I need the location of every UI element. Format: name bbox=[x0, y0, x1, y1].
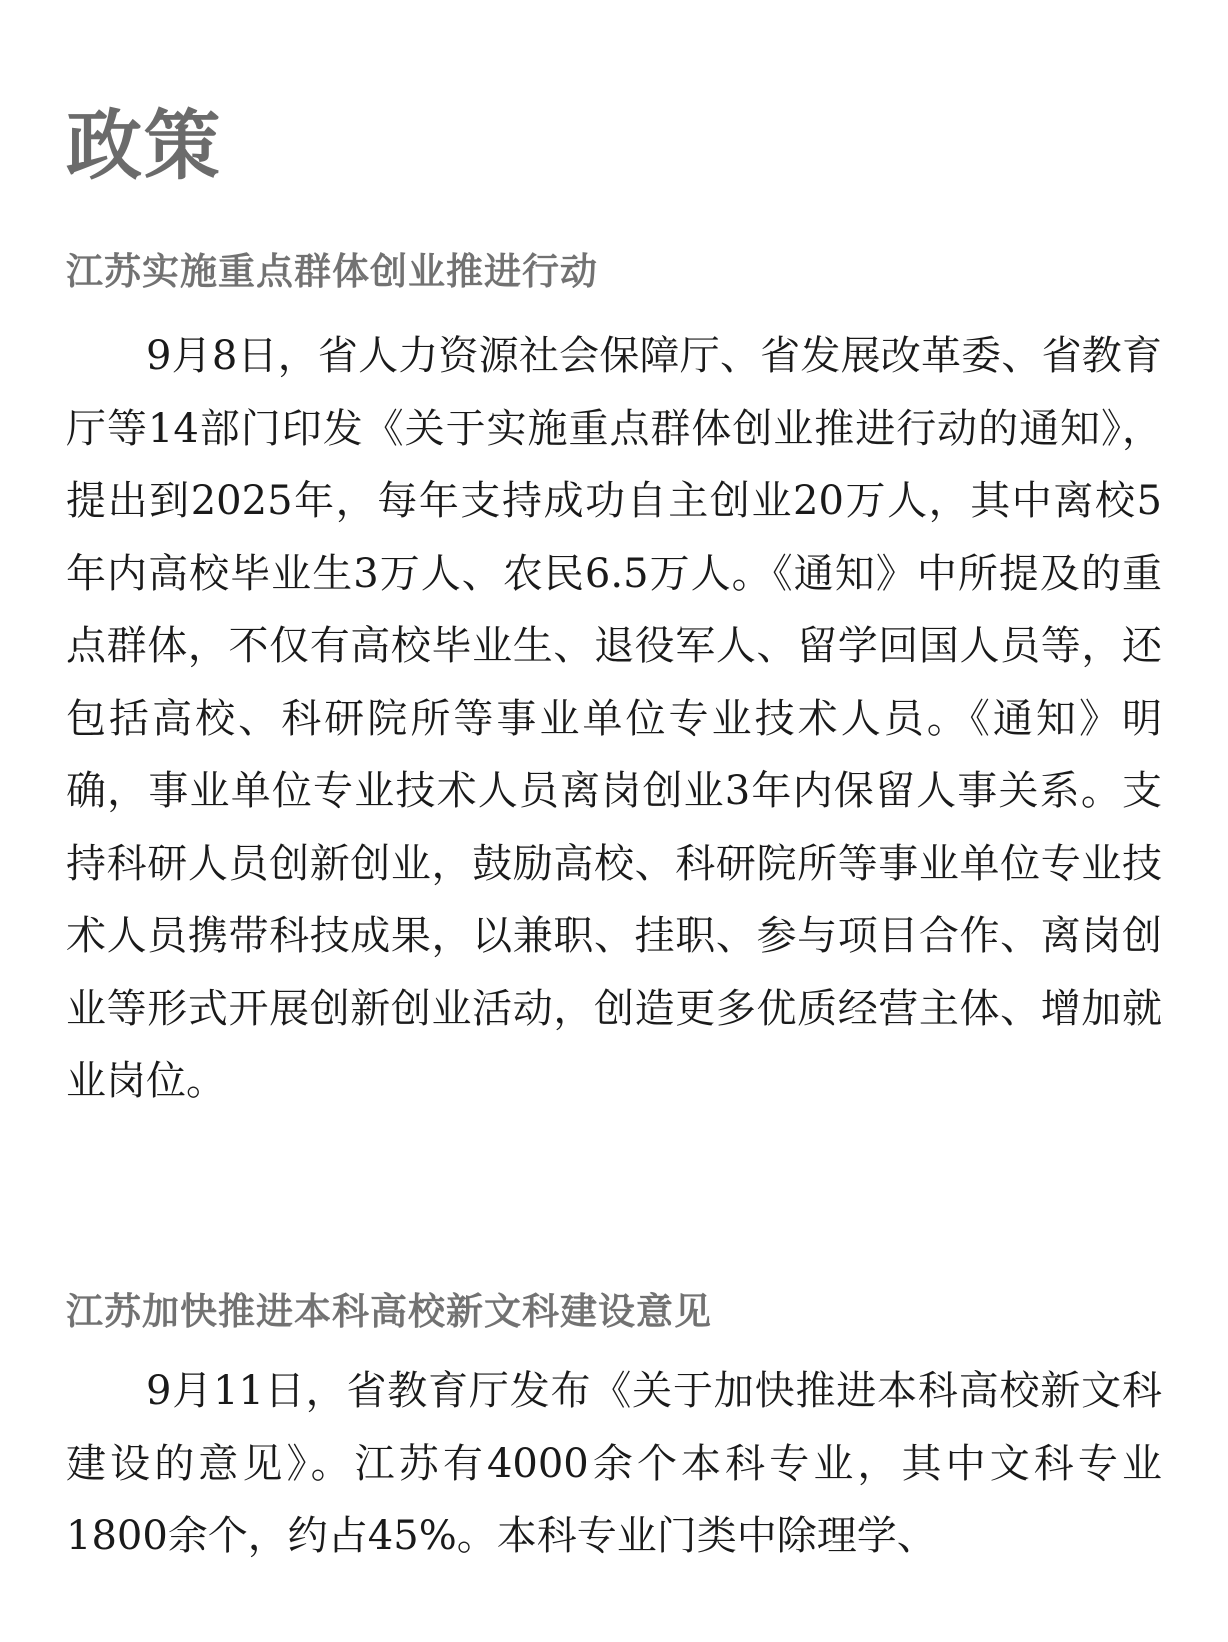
article-body: 9月11日，省教育厅发布《关于加快推进本科高校新文科建设的意见》。江苏有4000余个本科专业，其中文科专业1800余个，约占45%。本科专业门类中除理学、 bbox=[66, 1368, 1162, 1559]
article-title: 江苏实施重点群体创业推进行动 bbox=[66, 249, 598, 293]
section-label: 政策 bbox=[66, 101, 222, 190]
article-body: 9月8日，省人力资源社会保障厅、省发展改革委、省教育厅等14部门印发《关于实施重点群体创业推进行动的通知》，提出到2025年，每年支持成功自主创业20万人，其中离校5年内高校毕业生3万人、农民6.5万人。《通知》中所提及的重点群体，不仅有高校毕业生、退役军人、留学回国人员等，还包括高校、科研院所等事业单位专业技术人员。《通知》明确，事业单位专业技术人员离岗创业3年内保留人事关系。支持科研人员创新创业，鼓励高校、科研院所等事业单位专业技术人员携带科技成果，以兼职、挂职、参与项目合作、离岗创业等形式开展创新创业活动，创造更多优质经营主体、增加就业岗位。 bbox=[66, 333, 1162, 1104]
article-title: 江苏加快推进本科高校新文科建设意见 bbox=[66, 1289, 712, 1333]
